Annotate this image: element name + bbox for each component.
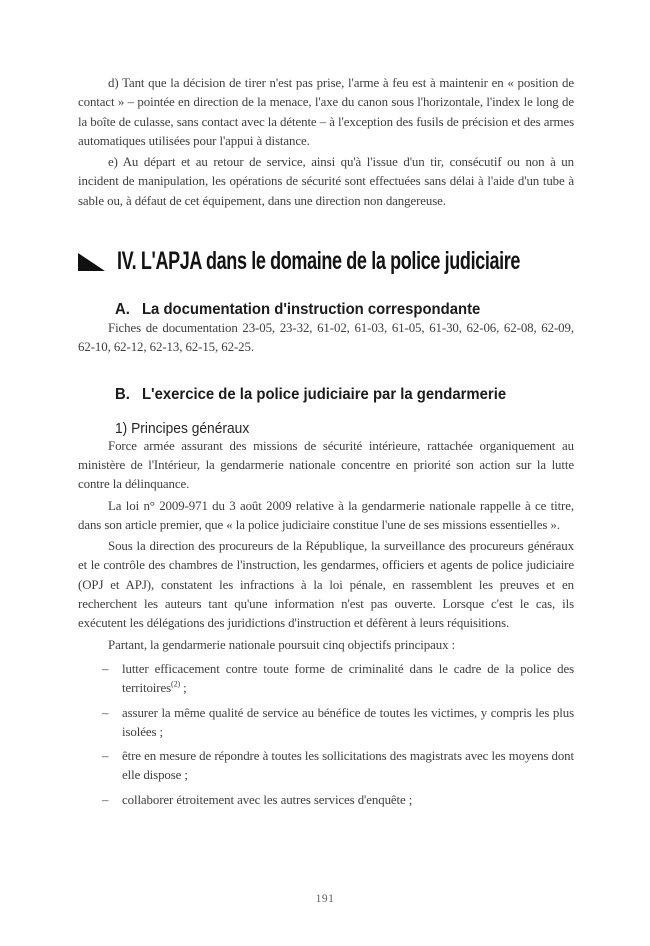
list-item-text: collaborer étroitement avec les autres services d'enquête ;	[122, 792, 413, 807]
section-heading	[78, 248, 574, 275]
paragraph-force: Force armée assurant des missions de sécurité intérieure, rattachée organiquement au ministère de l'Intérieur, la gendarmerie nationale concentre en priorité son action sur la lutte contre la délinquance.	[78, 438, 574, 492]
objectives-list	[102, 660, 574, 810]
dash-bullet: –	[102, 705, 109, 720]
footnote-ref: (2)	[171, 679, 181, 689]
subsection-a-title: La documentation d'instruction correspondante	[141, 301, 481, 319]
paragraph-loi: La loi n° 2009-971 du 3 août 2009 relative à la gendarmerie nationale rappelle à ce titre, dans son article premier, que « la police judiciaire constitue l'une de ses missions essentielles ».	[78, 498, 574, 532]
paragraph-d: d) Tant que la décision de tirer n'est pas prise, l'arme à feu est à maintenir en « position de contact » – pointée en direction de la menace, l'axe du canon sous l'horizontale, l'index le long de la boîte de culasse, sans contact avec la détente – à l'exception des fusils de précision et des armes automatiques utilisées pour l'appui à distance.	[78, 76, 574, 148]
paragraph-partant: Partant, la gendarmerie nationale poursuit cinq objectifs principaux :	[108, 637, 456, 652]
subsection-a-heading	[115, 301, 542, 319]
list-item	[102, 660, 574, 699]
paragraph-sous: Sous la direction des procureurs de la République, la surveillance des procureurs généraux et le contrôle des chambres de l'instruction, les gendarmes, officiers et agents de police judiciaire (OPJ et APJ), constatent les infractions à la loi pénale, en rassemblent les preuves et en recherchent les auteurs tant qu'une information n'est pas ouverte. Lorsque c'est le cas, ils exécutent les délégations des juridictions d'instruction et défèrent à leurs réquisitions.	[78, 539, 574, 631]
paragraph-e: e) Au départ et au retour de service, ainsi qu'à l'issue d'un tir, consécutif ou non à un incident de manipulation, les opérations de sécurité sont effectuées sans délai à l'aide d'un tube à sable ou, à défaut de cet équipement, dans une direction non dangereuse.	[78, 155, 574, 208]
subsection-b-label: B.	[115, 385, 130, 403]
paragraph-fiches: Fiches de documentation 23-05, 23-32, 61-02, 61-03, 61-05, 61-30, 62-06, 62-08, 62-09, 62-10, 62-12, 62-13, 62-15, 62-25.	[78, 321, 574, 355]
subsection-b-heading	[115, 386, 542, 404]
list-item	[102, 791, 574, 810]
list-item-text: lutter efficacement contre toute forme de criminalité dans le cadre de la police des territoires$^{(2)}$ ;	[122, 661, 574, 696]
section-marker-triangle-icon	[78, 253, 105, 271]
section-title: IV. L'APJA dans le domaine de la police judiciaire	[117, 247, 521, 276]
list-item-text: être en mesure de répondre à toutes les sollicitations des magistrats avec les moyens dont elle dispose ;	[122, 749, 574, 783]
dash-bullet: –	[102, 792, 109, 807]
list-item	[102, 704, 574, 743]
dash-bullet: –	[102, 661, 109, 676]
list-item-text: assurer la même qualité de service au bénéfice de toutes les victimes, y compris les plus isolées ;	[122, 705, 574, 739]
subsection-a-label: A.	[115, 301, 130, 319]
subsection-b-title: L'exercice de la police judiciaire par la gendarmerie	[141, 385, 507, 403]
page-number: 191	[315, 893, 335, 905]
list-item	[102, 747, 574, 786]
text-block	[78, 74, 574, 810]
principes-heading: 1) Principes généraux	[115, 419, 250, 437]
dash-bullet: –	[102, 749, 109, 764]
